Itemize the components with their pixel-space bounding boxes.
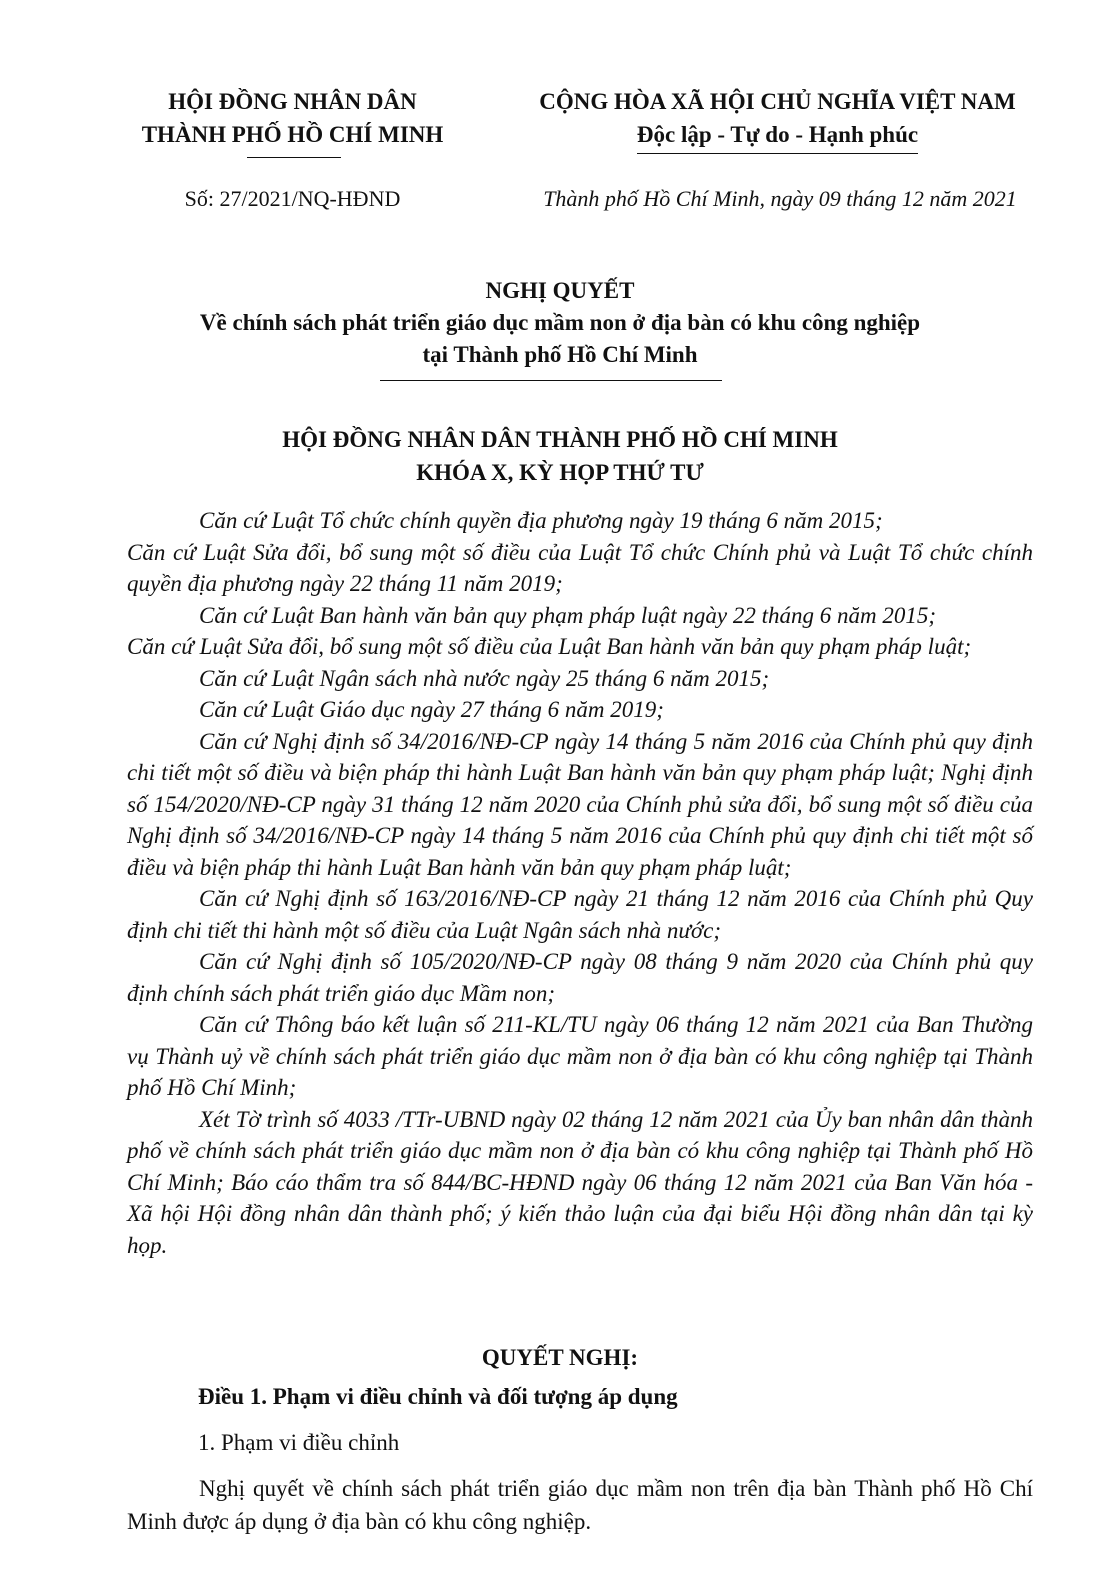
legal-basis-item: Căn cứ Nghị định số 34/2016/NĐ-CP ngày 14 tháng 5 năm 2016 của Chính phủ quy định chi tiết một số điều và biện pháp thi hành Luật Ban hành văn bản quy phạm pháp luật; Nghị định số 154/2020/NĐ-CP ngày 31 tháng 12 năm 2020 của Chính phủ sửa đổi, bổ sung một số điều của Nghị định số 34/2016/NĐ-CP ngày 14 tháng 5 năm 2016 của Chính phủ quy định chi tiết một số điều và biện pháp thi hành Luật Ban hành văn bản quy phạm pháp luật; <box>127 728 1033 880</box>
national-title-line1: CỘNG HÒA XÃ HỘI CHỦ NGHĨA VIỆT NAM <box>539 89 1016 114</box>
national-title <box>505 85 1050 154</box>
issuing-authority <box>125 85 460 151</box>
legal-basis-item: Căn cứ Luật Sửa đổi, bổ sung một số điều của Luật Ban hành văn bản quy phạm pháp luật; <box>127 634 972 659</box>
issuing-authority-line2: THÀNH PHỐ HỒ CHÍ MINH <box>141 122 444 147</box>
clause-1-text: Nghị quyết về chính sách phát triển giáo dục mầm non trên địa bàn Thành phố Hồ Chí Minh được áp dụng ở địa bàn có khu công nghiệp. <box>127 1476 1033 1534</box>
document-number: Số: 27/2021/NQ-HĐND <box>184 186 401 211</box>
council-heading <box>100 423 1020 489</box>
document-header <box>0 0 1119 220</box>
title-underline <box>380 380 722 381</box>
council-name: HỘI ĐỒNG NHÂN DÂN THÀNH PHỐ HỒ CHÍ MINH <box>282 427 838 452</box>
issuing-authority-line1: HỘI ĐỒNG NHÂN DÂN <box>168 89 417 114</box>
authority-underline <box>247 157 341 158</box>
clause-1-title: 1. Phạm vi điều chỉnh <box>198 1430 400 1455</box>
document-title <box>100 275 1020 371</box>
document-type: NGHỊ QUYẾT <box>485 278 635 303</box>
national-motto: Độc lập - Tự do - Hạnh phúc <box>637 118 918 154</box>
document-subject-line1: Về chính sách phát triển giáo dục mầm non ở địa bàn có khu công nghiệp <box>199 310 921 335</box>
legal-basis-item: Căn cứ Luật Tổ chức chính quyền địa phương ngày 19 tháng 6 năm 2015; <box>199 508 883 533</box>
date-line: Thành phố Hồ Chí Minh, ngày 09 tháng 12 năm 2021 <box>543 186 1017 211</box>
legal-basis-item: Căn cứ Luật Giáo dục ngày 27 tháng 6 năm 2019; <box>199 697 664 722</box>
council-session: KHÓA X, KỲ HỌP THỨ TƯ <box>416 460 704 485</box>
legal-basis-item: Căn cứ Thông báo kết luận số 211-KL/TU ngày 06 tháng 12 năm 2021 của Ban Thường vụ Thành uỷ về chính sách phát triển giáo dục mầm non ở địa bàn có khu công nghiệp tại Thành phố Hồ Chí Minh; <box>127 1012 1033 1100</box>
legal-basis-item: Căn cứ Luật Ban hành văn bản quy phạm pháp luật ngày 22 tháng 6 năm 2015; <box>199 602 936 628</box>
document-subject-line2: tại Thành phố Hồ Chí Minh <box>422 342 698 367</box>
decision-heading: QUYẾT NGHỊ: <box>481 1345 639 1370</box>
legal-basis-item: Căn cứ Nghị định số 163/2016/NĐ-CP ngày 21 tháng 12 năm 2016 của Chính phủ Quy định chi tiết thi hành một số điều của Luật Ngân sách nhà nước; <box>127 886 1033 943</box>
legal-basis-item: Căn cứ Nghị định số 105/2020/NĐ-CP ngày 08 tháng 9 năm 2020 của Chính phủ quy định chính sách phát triển giáo dục Mầm non; <box>127 949 1033 1006</box>
article-1-title: Điều 1. Phạm vi điều chỉnh và đối tượng áp dụng <box>198 1384 678 1409</box>
legal-basis-item: Xét Tờ trình số 4033 /TTr-UBND ngày 02 tháng 12 năm 2021 của Ủy ban nhân dân thành phố về chính sách phát triển giáo dục mầm non ở địa bàn có khu công nghiệp tại Thành phố Hồ Chí Minh; Báo cáo thẩm tra số 844/BC-HĐND ngày 06 tháng 12 năm 2021 của Ban Văn hóa - Xã hội Hội đồng nhân dân thành phố; ý kiến thảo luận của đại biểu Hội đồng nhân dân tại kỳ họp. <box>127 1106 1033 1258</box>
legal-basis-item: Căn cứ Luật Sửa đổi, bổ sung một số điều của Luật Tổ chức Chính phủ và Luật Tổ chức chính quyền địa phương ngày 22 tháng 11 năm 2019; <box>127 539 1033 596</box>
legal-bases <box>127 505 1033 1261</box>
legal-basis-item: Căn cứ Luật Ngân sách nhà nước ngày 25 tháng 6 năm 2015; <box>199 665 770 691</box>
